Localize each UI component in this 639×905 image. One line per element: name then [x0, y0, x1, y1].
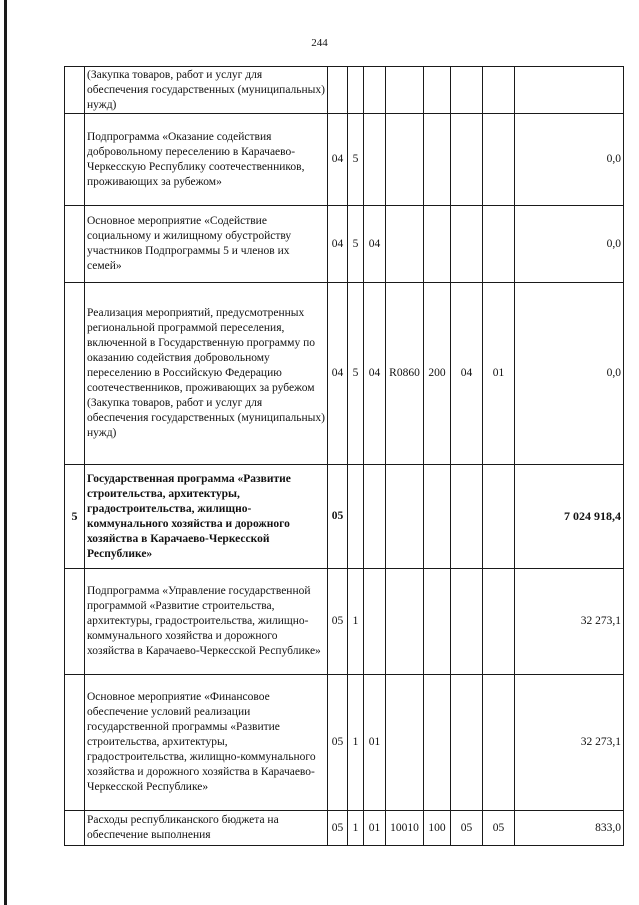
direction-code-cell: 10010 — [386, 811, 424, 846]
expense-type-cell — [424, 569, 451, 675]
row-name-cell: Подпрограмма «Оказание содействия добровольному переселению в Карачаево-Черкесскую Республику соотечественников, проживающих за рубежом» — [85, 114, 328, 206]
om-code-cell: 04 — [364, 206, 386, 283]
page-number: 244 — [311, 37, 328, 49]
pp-code-cell: 5 — [348, 283, 364, 465]
row-name-cell: Подпрограмма «Управление государственной программой «Развитие строительства, архитектуры, градостроительства, жилищно-коммунального хозяйства и дорожного хозяйства в Карачаево-Черкесской Республике» — [85, 569, 328, 675]
table-row — [65, 67, 624, 114]
section-code-cell — [451, 67, 483, 114]
section-code-cell: 05 — [451, 811, 483, 846]
direction-code-cell — [386, 67, 424, 114]
amount-cell: 7 024 918,4 — [515, 465, 624, 569]
row-name-cell: Расходы республиканского бюджета на обеспечение выполнения — [85, 811, 328, 846]
gp-code-cell: 04 — [328, 114, 348, 206]
pp-code-cell: 5 — [348, 114, 364, 206]
table-row — [65, 465, 624, 569]
gp-code-cell — [328, 67, 348, 114]
table-row — [65, 675, 624, 811]
table-row — [65, 206, 624, 283]
row-name-cell: (Закупка товаров, работ и услуг для обеспечения государственных (муниципальных) нужд) — [85, 67, 328, 114]
pp-code-cell — [348, 67, 364, 114]
amount-cell: 0,0 — [515, 114, 624, 206]
direction-code-cell — [386, 465, 424, 569]
row-name-cell: Реализация мероприятий, предусмотренных региональной программой переселения, включенной в Государственную программу по оказанию содействия добровольному переселению в Российскую Федерацию соотечественников, проживающих за рубежом (Закупка товаров, работ и услуг для обеспечения государственных (муниципальных) нужд) — [85, 283, 328, 465]
om-code-cell — [364, 114, 386, 206]
gp-code-cell: 05 — [328, 569, 348, 675]
expense-type-cell — [424, 67, 451, 114]
section-code-cell — [451, 569, 483, 675]
pp-code-cell: 1 — [348, 811, 364, 846]
subsection-code-cell — [483, 465, 515, 569]
om-code-cell — [364, 465, 386, 569]
expense-type-cell — [424, 675, 451, 811]
table-row — [65, 569, 624, 675]
subsection-code-cell — [483, 67, 515, 114]
subsection-code-cell — [483, 569, 515, 675]
amount-cell: 833,0 — [515, 811, 624, 846]
row-name-cell: Основное мероприятие «Финансовое обеспечение условий реализации государственной программы «Развитие строительства, архитектуры, градостроительства, жилищно-коммунального хозяйства и дорожного хозяйства в Карачаево-Черкесской Республике» — [85, 675, 328, 811]
amount-cell: 0,0 — [515, 206, 624, 283]
table-row — [65, 283, 624, 465]
subsection-code-cell — [483, 114, 515, 206]
amount-cell — [515, 67, 624, 114]
section-code-cell: 04 — [451, 283, 483, 465]
row-number-cell — [65, 569, 85, 675]
section-code-cell — [451, 114, 483, 206]
expense-type-cell — [424, 206, 451, 283]
pp-code-cell: 1 — [348, 675, 364, 811]
amount-cell: 32 273,1 — [515, 569, 624, 675]
table-row — [65, 811, 624, 846]
direction-code-cell — [386, 569, 424, 675]
section-code-cell — [451, 206, 483, 283]
expense-type-cell — [424, 465, 451, 569]
direction-code-cell — [386, 114, 424, 206]
amount-cell: 32 273,1 — [515, 675, 624, 811]
row-name-cell: Государственная программа «Развитие строительства, архитектуры, градостроительства, жилищно-коммунального хозяйства и дорожного хозяйства в Карачаево-Черкесской Республике» — [85, 465, 328, 569]
gp-code-cell: 04 — [328, 206, 348, 283]
row-number-cell: 5 — [65, 465, 85, 569]
subsection-code-cell: 01 — [483, 283, 515, 465]
pp-code-cell: 1 — [348, 569, 364, 675]
subsection-code-cell — [483, 206, 515, 283]
row-number-cell — [65, 114, 85, 206]
om-code-cell: 01 — [364, 675, 386, 811]
amount-cell: 0,0 — [515, 283, 624, 465]
om-code-cell: 01 — [364, 811, 386, 846]
gp-code-cell: 05 — [328, 811, 348, 846]
scan-edge-line — [4, 0, 7, 905]
table-row — [65, 114, 624, 206]
section-code-cell — [451, 675, 483, 811]
subsection-code-cell — [483, 675, 515, 811]
row-name-cell: Основное мероприятие «Содействие социальному и жилищному обустройству участников Подпрограммы 5 и членов их семей» — [85, 206, 328, 283]
row-number-cell — [65, 675, 85, 811]
gp-code-cell: 05 — [328, 465, 348, 569]
om-code-cell: 04 — [364, 283, 386, 465]
expense-type-cell: 100 — [424, 811, 451, 846]
row-number-cell — [65, 67, 85, 114]
expense-type-cell: 200 — [424, 283, 451, 465]
gp-code-cell: 05 — [328, 675, 348, 811]
pp-code-cell: 5 — [348, 206, 364, 283]
row-number-cell — [65, 283, 85, 465]
direction-code-cell — [386, 206, 424, 283]
direction-code-cell — [386, 675, 424, 811]
row-number-cell — [65, 811, 85, 846]
expense-type-cell — [424, 114, 451, 206]
gp-code-cell: 04 — [328, 283, 348, 465]
subsection-code-cell: 05 — [483, 811, 515, 846]
direction-code-cell: R0860 — [386, 283, 424, 465]
budget-table — [64, 66, 624, 846]
om-code-cell — [364, 67, 386, 114]
om-code-cell — [364, 569, 386, 675]
section-code-cell — [451, 465, 483, 569]
pp-code-cell — [348, 465, 364, 569]
row-number-cell — [65, 206, 85, 283]
